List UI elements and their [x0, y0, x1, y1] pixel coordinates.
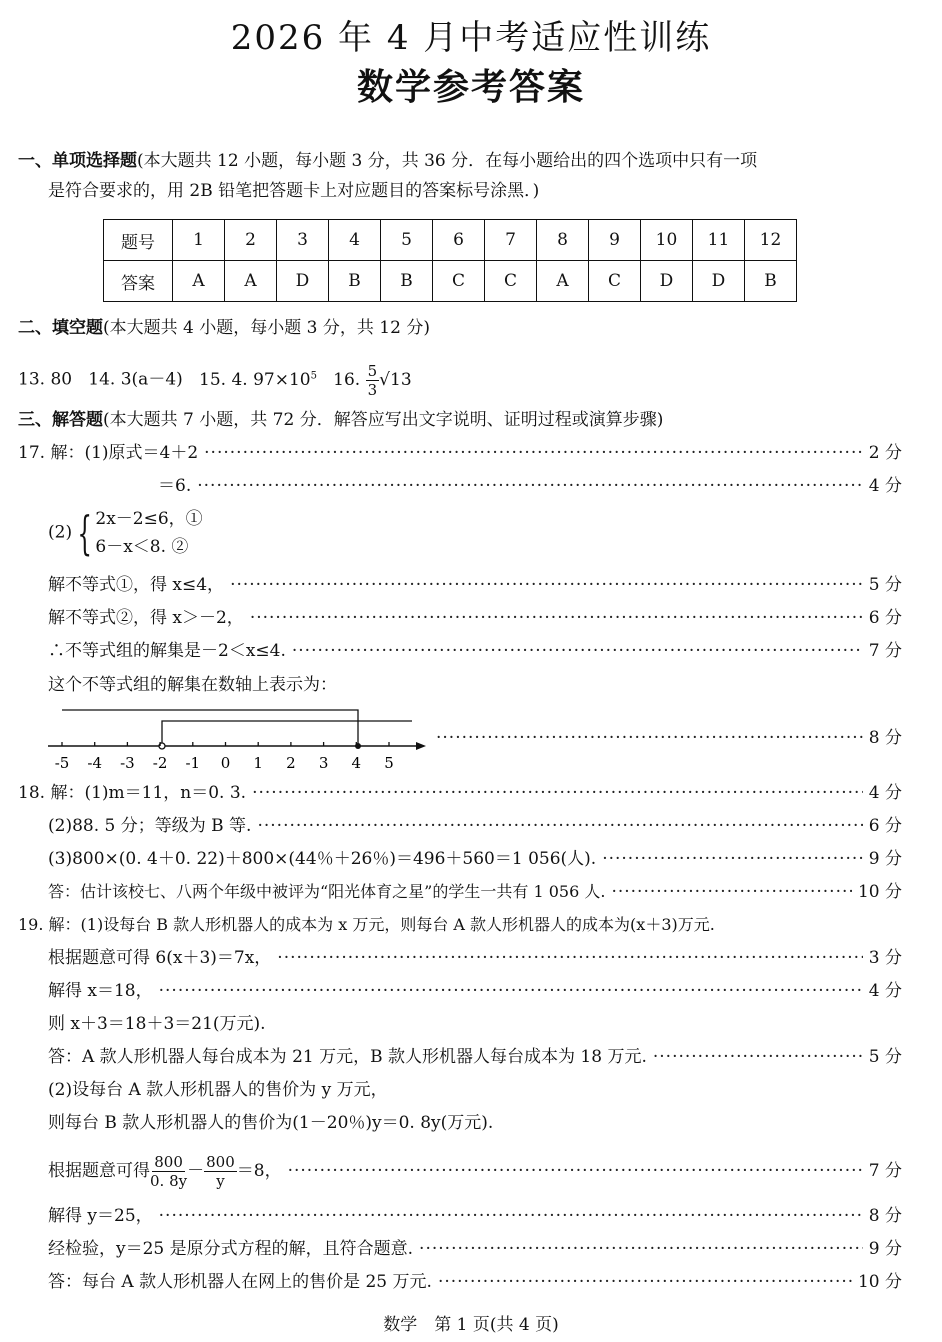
axis-tick-label: 5	[384, 754, 394, 772]
axis-tick-label: -5	[54, 754, 70, 772]
table-cell: C	[589, 261, 641, 302]
table-cell: D	[277, 261, 329, 302]
page-title: 2026 年 4 月中考适应性训练	[230, 18, 712, 58]
table-cell: D	[641, 261, 693, 302]
score-label: 4 分	[868, 476, 902, 496]
score-label: 4 分	[868, 981, 902, 1001]
fraction: $\frac{800}{y}$	[206, 1153, 235, 1190]
score-label: 7 分	[868, 1161, 902, 1181]
axis-tick-label: -1	[185, 754, 201, 772]
table-cell: B	[381, 261, 433, 302]
table-cell: B	[329, 261, 381, 302]
section1-intro	[18, 146, 912, 206]
q18-line1: 18. 解：(1)m＝11，n＝0. 3. ····· 4 分	[18, 778, 902, 808]
q19-line5: 答：A 款人形机器人每台成本为 21 万元，B 款人形机器人每台成本为 18 万元. ····· 5 分	[48, 1042, 902, 1072]
table-cell: A	[537, 261, 589, 302]
q19-line7: 则每台 B 款人形机器人的售价为(1－20％)y＝0. 8y(万元).	[48, 1113, 494, 1133]
answer-15: 15. 4. $97\times 10^5$	[199, 369, 317, 390]
q19-line6: (2)设每台 A 款人形机器人的售价为 y 万元，	[48, 1080, 388, 1100]
score-label: 6 分	[868, 608, 902, 628]
axis-tick-label: 0	[220, 754, 231, 772]
score-label: 3 分	[868, 948, 902, 968]
fraction: $\frac{5}{3}$	[367, 361, 378, 399]
q17-line6: ∴不等式组的解集是－2＜x≤4. ····· 7 分	[48, 636, 902, 666]
table-cell: C	[485, 261, 537, 302]
section2-intro	[18, 313, 912, 343]
table-cell: 8	[537, 220, 589, 261]
table-cell: B	[745, 261, 797, 302]
table-cell: 4	[329, 220, 381, 261]
score-label: 5 分	[868, 575, 902, 595]
section1-desc-line1: (本大题共 12 小题，每小题 3 分，共 36 分．在每小题给出的四个选项中只有一项	[137, 151, 758, 171]
table-header-answers: 答案	[104, 261, 173, 302]
q18-line2: (2)88. 5 分；等级为 B 等. ····· 6 分	[48, 811, 902, 841]
section3-intro	[18, 405, 912, 435]
q19-line11: 答：每台 A 款人形机器人在网上的售价是 25 万元. ····· 10 分	[48, 1267, 902, 1297]
score-label: 4 分	[868, 783, 902, 803]
table-cell: 9	[589, 220, 641, 261]
q19-line9: 解得 y＝25， ····· 8 分	[48, 1201, 902, 1231]
number-line-diagram	[40, 700, 440, 778]
table-cell: 11	[693, 220, 745, 261]
page-footer: 数学 第 1 页(共 4 页)	[383, 1315, 559, 1335]
table-cell: A	[173, 261, 225, 302]
score-label: 10 分	[857, 882, 902, 902]
axis-tick-label: -4	[87, 754, 103, 772]
q17-line1: 17. 解：(1)原式＝4＋2 ····· 2 分	[18, 438, 902, 468]
q19-line4: 则 x＋3＝18＋3＝21(万元).	[48, 1014, 266, 1034]
score-label: 5 分	[868, 1047, 902, 1067]
axis-tick-label: -2	[152, 754, 168, 772]
table-header-numbers: 题号	[104, 220, 173, 261]
table-cell: C	[433, 261, 485, 302]
score-label: 6 分	[868, 816, 902, 836]
table-cell: A	[225, 261, 277, 302]
equation-1: 2x－2≤6，①	[95, 509, 203, 529]
q17-line7: 这个不等式组的解集在数轴上表示为：	[48, 675, 337, 695]
q19-line8: 根据题意可得 $\frac{800}{0. 8y}$ － $\frac{800}{y}$ ＝8， ····· 7 分	[48, 1146, 902, 1196]
table-cell: 5	[381, 220, 433, 261]
q17-line8	[430, 723, 902, 753]
table-cell: 3	[277, 220, 329, 261]
table-cell: 12	[745, 220, 797, 261]
q18-line4: 答：估计该校七、八两个年级中被评为“阳光体育之星”的学生一共有 1 056 人. ····· 10 分	[48, 877, 902, 907]
q19-line3: 解得 x＝18， ····· 4 分	[48, 976, 902, 1006]
q19-line1: 19. 解：(1)设每台 B 款人形机器人的成本为 x 万元，则每台 A 款人形机器人的成本为(x＋3)万元.	[18, 915, 715, 934]
axis-tick-label: 3	[318, 754, 329, 772]
fill-in-answers	[18, 356, 912, 400]
q17-line5: 解不等式②，得 x＞－2， ····· 6 分	[48, 603, 902, 633]
score-label: 8 分	[868, 1206, 902, 1226]
table-cell: 7	[485, 220, 537, 261]
score-label: 7 分	[868, 641, 902, 661]
section2-desc: (本大题共 4 小题，每小题 3 分，共 12 分)	[103, 318, 430, 338]
q19-line10: 经检验，y＝25 是原分式方程的解，且符合题意. ····· 9 分	[48, 1234, 902, 1264]
q18-line3: (3)800×(0. 4＋0. 22)＋800×(44％＋26％)＝496＋560＝1 056(人). ····· 9 分	[48, 844, 902, 874]
axis-tick-label: 4	[351, 754, 362, 772]
q17-line2: ＝6. ····· 4 分	[158, 471, 902, 501]
page-subtitle: 数学参考答案	[356, 67, 585, 108]
answer-13: 13. 80	[18, 369, 73, 390]
score-label: 8 分	[868, 728, 902, 748]
answer-14: 14. 3(a－4)	[88, 369, 183, 390]
table-cell: 6	[433, 220, 485, 261]
table-cell: 10	[641, 220, 693, 261]
q17-line4: 解不等式①，得 x≤4， ····· 5 分	[48, 570, 902, 600]
answer-table	[103, 219, 797, 302]
equation-2: 6－x＜8. ②	[95, 537, 189, 557]
section1-heading: 一、单项选择题	[18, 151, 137, 171]
fraction: $\frac{800}{0. 8y}$	[150, 1153, 188, 1190]
section1-desc-line2: 是符合要求的，用 2B 铅笔把答题卡上对应题目的答案标号涂黑．)	[48, 181, 540, 201]
axis-tick-label: 2	[286, 754, 296, 772]
section3-heading: 三、解答题	[18, 410, 103, 430]
score-label: 2 分	[868, 443, 902, 463]
answer-16: 16. $\frac{5}{3}$ √13	[333, 361, 412, 399]
table-cell: 1	[173, 220, 225, 261]
q19-line2: 根据题意可得 6(x＋3)＝7x， ····· 3 分	[48, 943, 902, 973]
section2-heading: 二、填空题	[18, 318, 103, 338]
score-label: 9 分	[868, 849, 902, 869]
q17-system: (2) { 2x－2≤6，① 6－x＜8. ②	[48, 506, 203, 560]
table-row-answers	[104, 261, 797, 302]
section3-desc: (本大题共 7 小题，共 72 分．解答应写出文字说明、证明过程或演算步骤)	[103, 410, 664, 430]
table-row-numbers	[104, 220, 797, 261]
axis-tick-label: 1	[253, 754, 263, 772]
table-cell: D	[693, 261, 745, 302]
score-label: 10 分	[857, 1272, 902, 1292]
axis-tick-label: -3	[120, 754, 135, 772]
score-label: 9 分	[868, 1239, 902, 1259]
table-cell: 2	[225, 220, 277, 261]
